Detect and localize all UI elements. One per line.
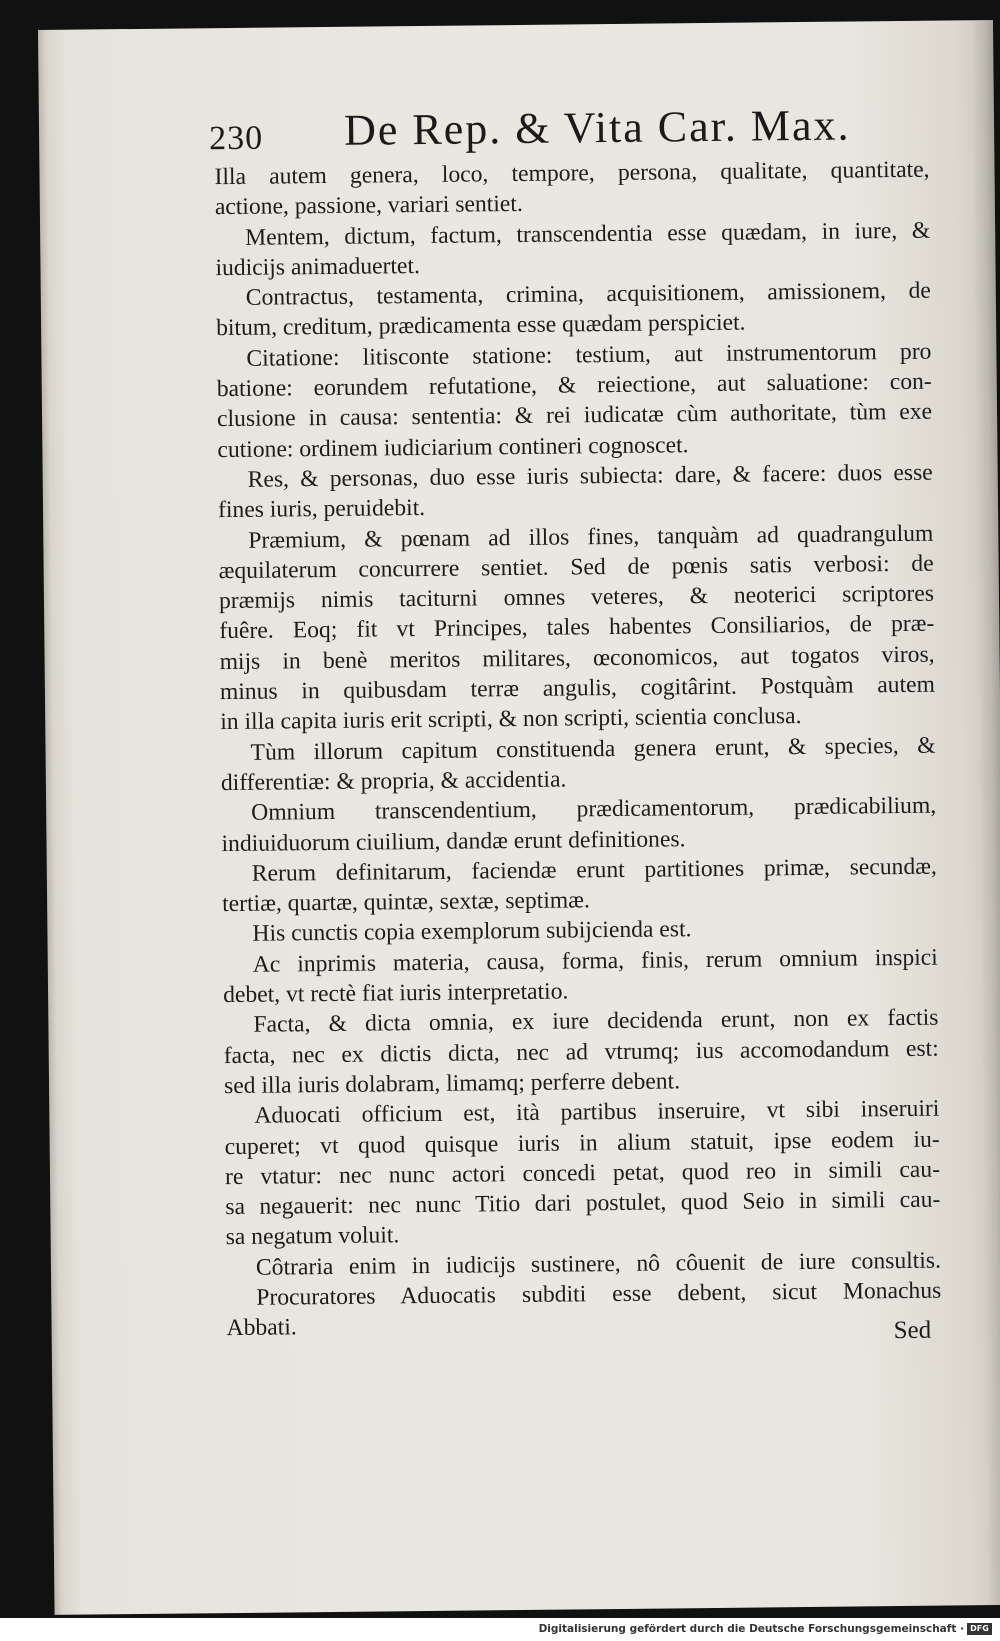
text-line: tertiæ, quartæ, quintæ, sextæ, septimæ. [222,887,590,918]
text-line: Contractus, testamenta, crimina, acquisitionem, amissionem, de [245,277,931,312]
text-line: clusione in causa: sententia: & rei iudicatæ cùm authoritate, tùm exe [216,399,933,433]
text-line: Citatione: litisconte statione: testium, aut instrumentorum pro [246,338,932,372]
text-line: indiuiduorum ciuilium, dandæ erunt definitiones. [221,825,686,857]
text-line: His cunctis copia exemplorum subijcienda est. [252,916,692,948]
text-line: Ac inprimis materia, causa, forma, finis, rerum omnium inspici [252,944,938,978]
page-gutter-shadow [971,20,1000,1605]
text-line: Côtraria enim in iudicijs sustinere, nô côuenit de iure consultis. [255,1247,942,1281]
text-line: Rerum definitarum, faciendæ erunt partitiones primæ, secundæ, [251,853,937,887]
running-head-title: De Rep. & Vita Car. Max. [343,100,851,155]
text-line: fines iuris, peruidebit. [217,495,426,524]
catchword: Sed [893,1316,932,1345]
text-line: Præmium, & pœnam ad illos fines, tanquàm ad quadrangulum [248,520,934,554]
text-line: bitum, creditum, prædicamenta esse quædam perspiciet. [216,310,746,342]
text-line: præmijs nimis taciturni omnes veteres, & neoterici scriptores [218,580,935,615]
text-line: differentiæ: & propria, & accidentia. [220,766,567,797]
text-line: Omnium transcendentium, prædicamentorum, prædicabilium, [251,792,937,827]
text-line: re vtatur: nec nunc actori concedi petat, quod reo in simili cau- [224,1156,941,1190]
text-line: iudicijs animaduertet. [215,252,421,282]
text-line: sa negatum voluit. [225,1222,400,1251]
text-line: cuperet; vt quod quisque iuris in alium statuit, ipse eodem iu- [224,1126,940,1160]
text-line: Mentem, dictum, factum, transcendentia esse quædam, in iure, & [245,217,931,251]
body-text [214,155,941,1344]
text-line: Illa autem genera, loco, tempore, persona, qualitate, quantitate, [214,156,930,191]
page-left-edge [38,30,63,1615]
text-line: Facta, & dicta omnia, ex iure decidenda erunt, non ex factis [253,1004,939,1039]
text-line: debet, vt rectè fiat iuris interpretatio. [222,978,569,1009]
text-line: sa negauerit: nec nunc Titio dari postulet, quod Seio in simili cau- [225,1186,941,1221]
dfg-logo: DFG [967,1623,992,1635]
footer-credit: Digitalisierung gefördert durch die Deutsche Forschungsgemeinschaft · [538,1623,964,1635]
text-line: Aduocati officium est, ità partibus inseruire, vt sibi inseruiri [254,1095,940,1129]
text-line: actione, passione, variari sentiet. [214,191,523,221]
text-line: Res, & personas, duo esse iuris subiecta: dare, & facere: duos esse [247,459,933,493]
text-line: Procuratores Aduocatis subditi esse debent, sicut Monachus [256,1277,942,1311]
text-line: mijs in benè meritos militares, œconomicos, aut togatos viros, [219,641,935,675]
text-line: batione: eorundem refutatione, & reiectione, aut saluatione: con- [216,368,932,403]
text-line: cutione: ordinem iudiciarium contineri cognoscet. [217,431,689,463]
text-line: Tùm illorum capitum constituenda genera erunt, & species, & [250,732,936,766]
page-number: 230 [208,119,264,158]
text-line: fuêre. Eoq; fit vt Principes, tales habentes Consiliarios, de præ- [219,611,935,645]
digitization-footer [0,1618,1000,1641]
text-line: sed illa iuris dolabram, limamq; perferre debent. [223,1068,681,1100]
text-line: in illa capita iuris erit scripti, & non scripti, scientia conclusa. [220,703,802,736]
text-line: Abbati. [226,1314,297,1342]
text-line: facta, nec ex dictis dicta, nec ad vtrumq; ius accomodandum est: [223,1035,939,1069]
text-line: minus in quibusdam terræ angulis, cogitârint. Postquàm autem [219,671,936,706]
text-line: æquilaterum concurrere sentiet. Sed de pœnis satis verbosi: de [218,550,934,584]
book-page [38,20,1000,1615]
